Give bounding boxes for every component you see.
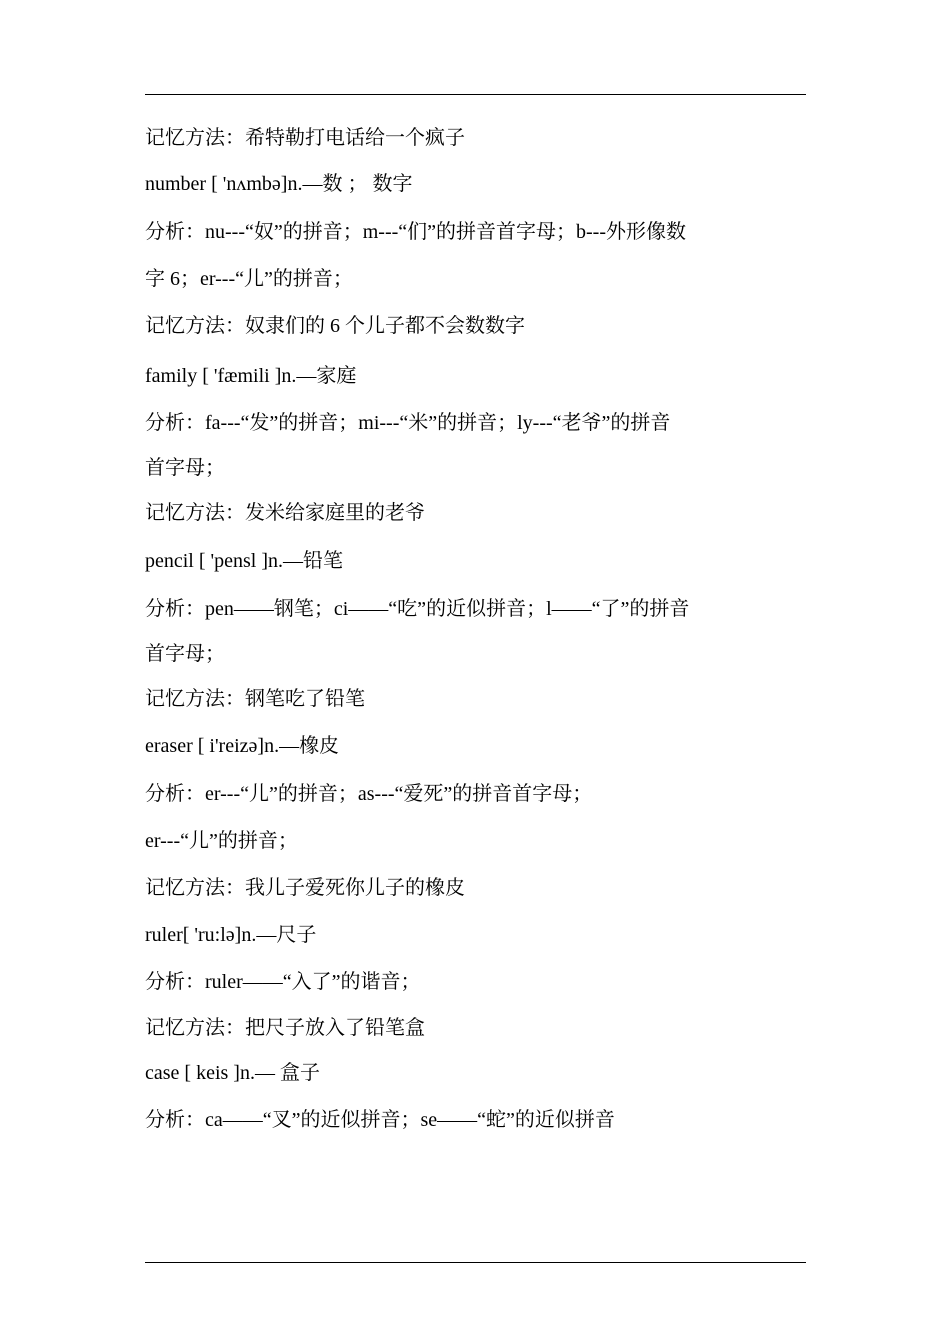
analysis-line-continued: 首字母； <box>145 457 225 479</box>
analysis-line: 分析：er---“儿”的拼音；as---“爱死”的拼音首字母； <box>145 783 593 805</box>
memory-method-line: 记忆方法：希特勒打电话给一个疯子 <box>145 127 465 149</box>
word-entry-case: case [ keis ]n.— 盒子 <box>145 1062 320 1084</box>
analysis-line: 分析：nu---“奴”的拼音；m---“们”的拼音首字母；b---外形像数 <box>145 221 687 243</box>
header-rule <box>145 94 806 95</box>
memory-method-line: 记忆方法：发米给家庭里的老爷 <box>145 502 425 524</box>
word-entry-number: number [ 'nʌmbə]n.—数 ； 数字 <box>145 173 413 195</box>
analysis-line: 分析：ca——“叉”的近似拼音；se——“蛇”的近似拼音 <box>145 1109 615 1131</box>
memory-method-line: 记忆方法：奴隶们的 6 个儿子都不会数数字 <box>145 315 525 337</box>
word-entry-ruler: ruler[ 'ru:lə]n.—尺子 <box>145 924 317 946</box>
word-entry-family: family [ 'fæmili ]n.—家庭 <box>145 365 357 387</box>
memory-method-line: 记忆方法：我儿子爱死你儿子的橡皮 <box>145 877 465 899</box>
word-entry-pencil: pencil [ 'pensl ]n.—铅笔 <box>145 550 344 572</box>
word-entry-eraser: eraser [ i'reizə]n.—橡皮 <box>145 735 340 757</box>
memory-method-line: 记忆方法：钢笔吃了铅笔 <box>145 688 365 710</box>
analysis-line: 分析：fa---“发”的拼音；mi---“米”的拼音；ly---“老爷”的拼音 <box>145 412 671 434</box>
analysis-line-continued: er---“儿”的拼音； <box>145 830 298 852</box>
memory-method-line: 记忆方法：把尺子放入了铅笔盒 <box>145 1017 425 1039</box>
analysis-line-continued: 首字母； <box>145 643 225 665</box>
analysis-line-continued: 字 6；er---“儿”的拼音； <box>145 268 353 290</box>
analysis-line: 分析：ruler——“入了”的谐音； <box>145 971 421 993</box>
footer-rule <box>145 1262 806 1263</box>
analysis-line: 分析：pen——钢笔；ci——“吃”的近似拼音；l——“了”的拼音 <box>145 598 690 620</box>
